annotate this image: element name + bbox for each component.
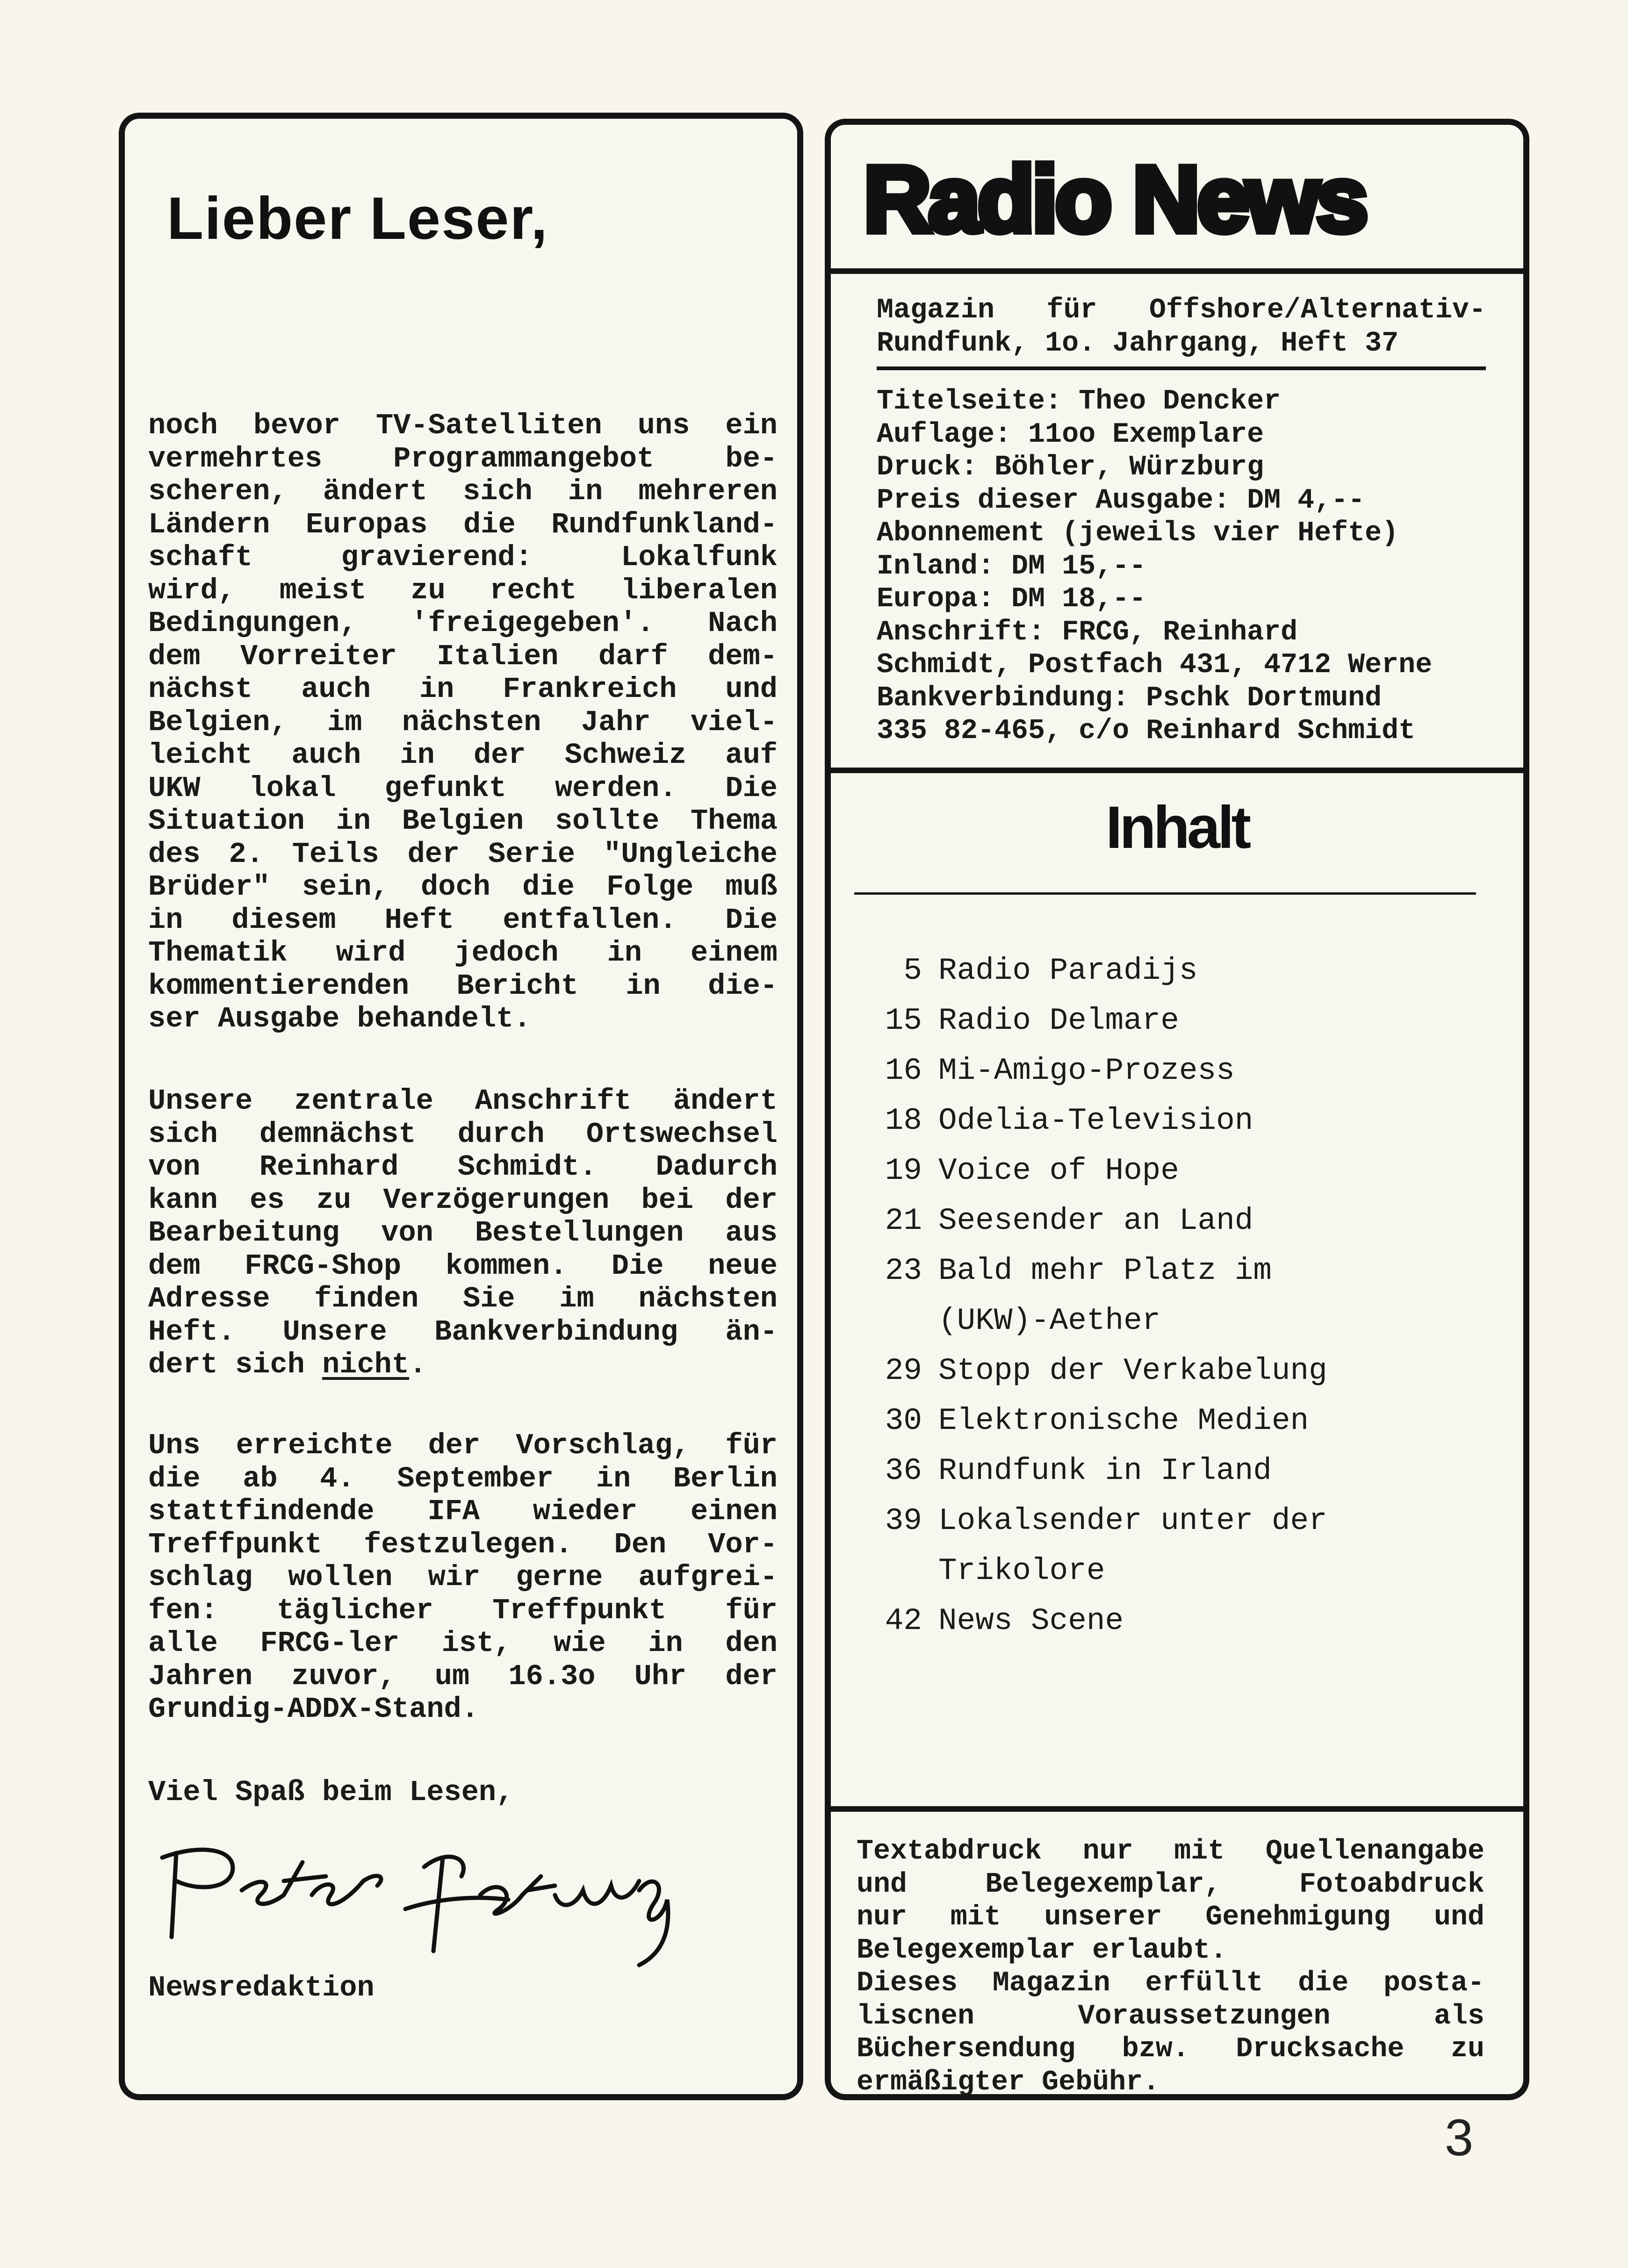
page-ref: 36 <box>885 1453 922 1488</box>
text: dert sich <box>148 1348 323 1381</box>
text-line: Bearbeitung von Bestellungen aus <box>148 1216 778 1249</box>
text-line: kann es zu Verzögerungen bei der <box>148 1183 778 1217</box>
text-line: leicht auch in der Schweiz auf <box>148 739 778 772</box>
text-line: Inland: DM 15,-- <box>877 550 1146 582</box>
text-line: Rundfunk, 1o. Jahrgang, Heft 37 <box>877 327 1399 359</box>
editorial-title: Lieber Leser, <box>167 185 548 252</box>
text-line: schlag wollen wir gerne aufgrei- <box>148 1561 778 1594</box>
text-line: Brüder" sein, doch die Folge muß <box>148 870 778 904</box>
entry-title: Seesender an Land <box>938 1203 1253 1238</box>
entry-title: Radio Delmare <box>938 1003 1179 1038</box>
divider <box>877 366 1486 370</box>
contents-entry <box>868 1152 1179 1190</box>
text-line: UKW lokal gefunkt werden. Die <box>148 771 778 805</box>
page-ref: 39 <box>885 1503 922 1538</box>
text-line: Titelseite: Theo Dencker <box>877 386 1281 417</box>
imprint-details <box>877 385 1486 748</box>
text-line: ermäßigter Gebühr. <box>857 2066 1160 2098</box>
text-line: alle FRCG-ler ist, wie in den <box>148 1627 778 1660</box>
text-line: Jahren zuvor, um 16.3o Uhr der <box>148 1659 778 1693</box>
text-line: Druck: Böhler, Würzburg <box>877 452 1264 483</box>
text-line: in diesem Heft entfallen. Die <box>148 903 778 937</box>
signature-image <box>144 1830 705 1970</box>
contents-entry <box>868 1052 1235 1090</box>
text-line: Büchersendung bzw. Drucksache zu <box>857 2033 1484 2065</box>
contents-entry <box>868 952 1198 990</box>
text-line: des 2. Teils der Serie "Ungleiche <box>148 837 778 871</box>
entry-title-continued: (UKW)-Aether <box>938 1303 1161 1338</box>
text-line: Belegexemplar erlaubt. <box>857 1934 1227 1967</box>
text-line: fen: täglicher Treffpunkt für <box>148 1593 778 1627</box>
text-line: dem FRCG-Shop kommen. Die neue <box>148 1249 778 1283</box>
contents-entry <box>868 1452 1272 1490</box>
text-line: Preis dieser Ausgabe: DM 4,-- <box>877 484 1365 517</box>
contents-entry <box>868 1102 1253 1140</box>
entry-title: Rundfunk in Irland <box>938 1453 1272 1488</box>
closing-line <box>148 1776 778 1809</box>
magazine-subtitle <box>877 294 1486 360</box>
text-line: die ab 4. September in Berlin <box>148 1462 778 1495</box>
contents-entry <box>868 1602 1124 1640</box>
text-line: nächst auch in Frankreich und <box>148 673 778 706</box>
entry-title: Odelia-Television <box>938 1103 1253 1138</box>
text-line: Heft. Unsere Bankverbindung än- <box>148 1315 778 1349</box>
entry-title: Mi-Amigo-Prozess <box>938 1053 1235 1088</box>
editorial-box <box>119 113 803 2100</box>
entry-title: Stopp der Verkabelung <box>938 1353 1327 1388</box>
info-box <box>825 119 1529 2100</box>
page-ref: 19 <box>885 1153 922 1188</box>
text-line: wird, meist zu recht liberalen <box>148 574 778 607</box>
text-line: Schmidt, Postfach 431, 4712 Werne <box>877 649 1433 681</box>
text-line: schaft gravierend: Lokalfunk <box>148 541 778 574</box>
text-line: von Reinhard Schmidt. Dadurch <box>148 1150 778 1184</box>
page-ref: 15 <box>885 1003 922 1038</box>
editorial-paragraph-2 <box>148 1085 778 1349</box>
text-line: Abonnement (jeweils vier Hefte) <box>877 517 1399 549</box>
imprint-section <box>831 268 1523 773</box>
entry-title-continued: Trikolore <box>938 1553 1105 1588</box>
page-ref: 18 <box>885 1103 922 1138</box>
page-ref: 42 <box>885 1603 922 1638</box>
entry-title: Elektronische Medien <box>938 1403 1309 1438</box>
text-line: Europa: DM 18,-- <box>877 583 1146 615</box>
text-line: Bankverbindung: Pschk Dortmund <box>877 682 1382 714</box>
text-line: Thematik wird jedoch in einem <box>148 936 778 969</box>
entry-title: Voice of Hope <box>938 1153 1179 1188</box>
emphasis-underlined: nicht <box>322 1348 410 1381</box>
text-line: Auflage: 11oo Exemplare <box>877 418 1264 451</box>
page-ref: 21 <box>885 1203 922 1238</box>
editorial-paragraph-2-last-line <box>148 1349 778 1382</box>
contents-entry <box>868 1002 1179 1040</box>
masthead <box>831 125 1523 274</box>
text: . <box>409 1348 427 1381</box>
copyright-notice-section <box>831 1806 1523 2098</box>
text-line: Unsere zentrale Anschrift ändert <box>148 1084 778 1118</box>
text-line: Ländern Europas die Rundfunkland- <box>148 508 778 541</box>
department-line <box>148 1972 778 2005</box>
text-line: ser Ausgabe behandelt. <box>148 1002 531 1035</box>
copyright-notice <box>857 1835 1484 2099</box>
text-line: Situation in Belgien sollte Thema <box>148 804 778 838</box>
text-line: Anschrift: FRCG, Reinhard <box>877 616 1298 648</box>
contents-entry <box>868 1502 1327 1540</box>
text-line: und Belegexemplar, Fotoabdruck <box>857 1868 1484 1901</box>
closing-text: Viel Spaß beim Lesen, <box>148 1776 514 1809</box>
entry-title: Radio Paradijs <box>938 953 1198 988</box>
text-line: vermehrtes Programmangebot be- <box>148 442 778 475</box>
department-text: Newsredaktion <box>148 1971 375 2004</box>
text-line: sich demnächst durch Ortswechsel <box>148 1117 778 1151</box>
entry-title: News Scene <box>938 1603 1124 1638</box>
text-line: Magazin für Offshore/Alternativ- <box>877 294 1486 326</box>
text-line: noch bevor TV-Satelliten uns ein <box>148 409 778 442</box>
text-line: stattfindende IFA wieder einen <box>148 1495 778 1528</box>
text-line: Uns erreichte der Vorschlag, für <box>148 1429 778 1462</box>
contents-entry <box>868 1352 1327 1390</box>
entry-title: Bald mehr Platz im <box>938 1253 1272 1288</box>
page-ref: 30 <box>885 1403 922 1438</box>
radio-news-logo: Radio News <box>864 147 1366 251</box>
text-line: liscnen Voraussetzungen als <box>857 2000 1484 2032</box>
text-line: kommentierenden Bericht in die- <box>148 969 778 1003</box>
entry-title: Lokalsender unter der <box>938 1503 1327 1538</box>
text-line: Grundig-ADDX-Stand. <box>148 1693 479 1726</box>
text-line: 335 82-465, c/o Reinhard Schmidt <box>877 715 1416 747</box>
page-ref: 5 <box>903 953 922 988</box>
page-ref: 29 <box>885 1353 922 1388</box>
text-line: Dieses Magazin erfüllt die posta- <box>857 1967 1484 1999</box>
page-number: 3 <box>1445 2109 1474 2167</box>
text-line: scheren, ändert sich in mehreren <box>148 475 778 508</box>
text-line: Bedingungen, 'freigegeben'. Nach <box>148 607 778 640</box>
text-line: Adresse finden Sie im nächsten <box>148 1282 778 1315</box>
text-line: nur mit unserer Genehmigung und <box>857 1902 1484 1933</box>
contents-entry <box>868 1202 1253 1240</box>
text-line: Treffpunkt festzulegen. Den Vor- <box>148 1528 778 1561</box>
page-ref: 16 <box>885 1053 922 1088</box>
editorial-paragraph-3 <box>148 1429 778 1726</box>
text-line: Textabdruck nur mit Quellenangabe <box>857 1836 1484 1867</box>
contents-entry <box>868 1402 1309 1440</box>
divider <box>854 892 1476 895</box>
editorial-paragraph-1 <box>148 409 778 1036</box>
contents-title: Inhalt <box>1105 794 1249 861</box>
contents-entry <box>868 1252 1272 1290</box>
page-ref: 23 <box>885 1253 922 1288</box>
text-line: Belgien, im nächsten Jahr viel- <box>148 705 778 739</box>
text-line: dem Vorreiter Italien darf dem- <box>148 639 778 673</box>
